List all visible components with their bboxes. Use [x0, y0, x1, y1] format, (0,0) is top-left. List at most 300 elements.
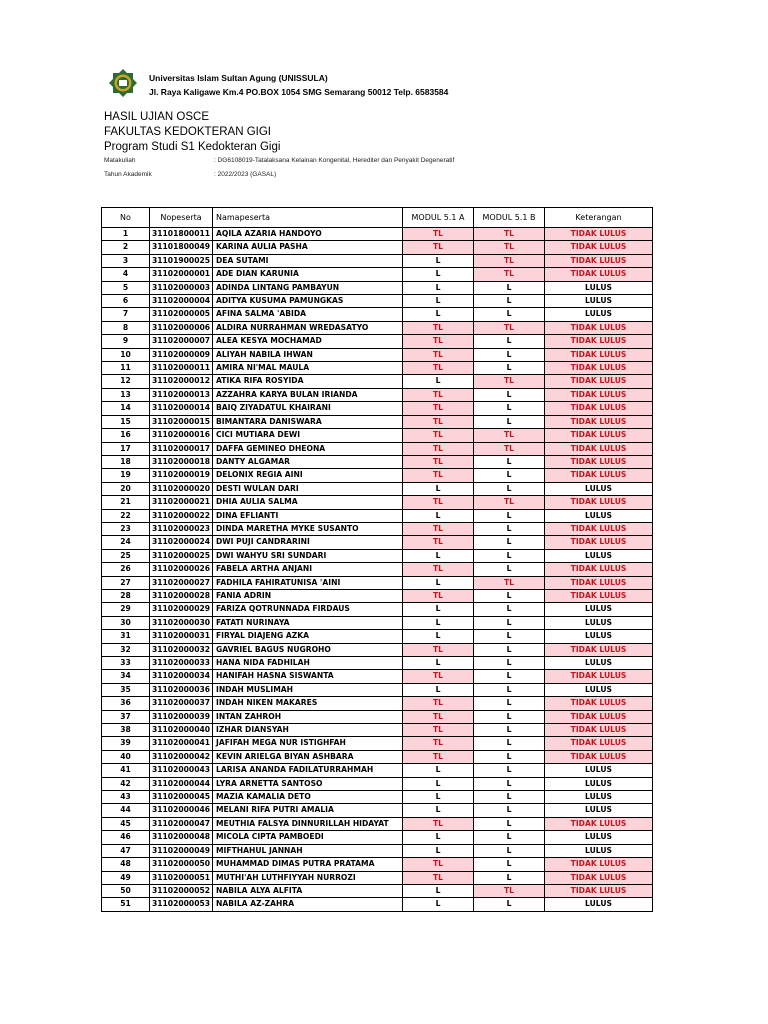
cell-nopeserta: 31101800049: [150, 241, 213, 254]
cell-modul-b: L: [474, 603, 545, 616]
cell-no: 33: [102, 657, 150, 670]
cell-modul-a: L: [403, 295, 474, 308]
table-row: [102, 348, 653, 361]
cell-no: 49: [102, 871, 150, 884]
cell-no: 16: [102, 429, 150, 442]
cell-modul-a: TL: [403, 241, 474, 254]
cell-modul-b: TL: [474, 576, 545, 589]
cell-nopeserta: 31102000024: [150, 536, 213, 549]
cell-modul-b: L: [474, 469, 545, 482]
table-row: [102, 791, 653, 804]
table-row: [102, 724, 653, 737]
cell-modul-a: TL: [403, 697, 474, 710]
cell-nopeserta: 31102000020: [150, 482, 213, 495]
table-row: [102, 281, 653, 294]
cell-namapeserta: AFINA SALMA 'ABIDA: [213, 308, 403, 321]
cell-modul-b: L: [474, 858, 545, 871]
table-row: [102, 549, 653, 562]
cell-no: 21: [102, 496, 150, 509]
cell-no: 22: [102, 509, 150, 522]
cell-namapeserta: INDAH MUSLIMAH: [213, 683, 403, 696]
cell-no: 48: [102, 858, 150, 871]
cell-no: 3: [102, 254, 150, 267]
cell-modul-b: L: [474, 643, 545, 656]
cell-namapeserta: NABILA ALYA ALFITA: [213, 884, 403, 897]
table-row: [102, 509, 653, 522]
cell-no: 32: [102, 643, 150, 656]
cell-nopeserta: 31102000032: [150, 643, 213, 656]
table-row: [102, 415, 653, 428]
cell-modul-b: L: [474, 737, 545, 750]
table-row: [102, 898, 653, 911]
cell-modul-a: L: [403, 630, 474, 643]
cell-modul-a: L: [403, 375, 474, 388]
cell-namapeserta: LYRA ARNETTA SANTOSO: [213, 777, 403, 790]
table-row: [102, 496, 653, 509]
cell-keterangan: TIDAK LULUS: [545, 415, 653, 428]
cell-nopeserta: 31102000012: [150, 375, 213, 388]
cell-namapeserta: MEUTHIA FALSYA DINNURILLAH HIDAYAT: [213, 817, 403, 830]
cell-nopeserta: 31102000027: [150, 576, 213, 589]
cell-namapeserta: MICOLA CIPTA PAMBOEDI: [213, 831, 403, 844]
cell-keterangan: TIDAK LULUS: [545, 724, 653, 737]
cell-modul-b: L: [474, 549, 545, 562]
cell-no: 31: [102, 630, 150, 643]
cell-namapeserta: FANIA ADRIN: [213, 589, 403, 602]
cell-modul-b: L: [474, 295, 545, 308]
cell-modul-a: TL: [403, 750, 474, 763]
cell-modul-a: L: [403, 509, 474, 522]
cell-modul-a: L: [403, 804, 474, 817]
cell-nopeserta: 31102000017: [150, 442, 213, 455]
cell-nopeserta: 31102000023: [150, 522, 213, 535]
matakuliah-value: : DG6108019-Tatalaksana Kelainan Kongenital, Herediter dan Penyakit Degeneratif: [214, 157, 455, 164]
cell-modul-b: L: [474, 455, 545, 468]
table-row: [102, 576, 653, 589]
cell-modul-a: L: [403, 603, 474, 616]
cell-keterangan: TIDAK LULUS: [545, 737, 653, 750]
cell-no: 41: [102, 764, 150, 777]
cell-nopeserta: 31102000043: [150, 764, 213, 777]
title-faculty: FAKULTAS KEDOKTERAN GIGI: [104, 126, 271, 138]
cell-namapeserta: BAIQ ZIYADATUL KHAIRANI: [213, 402, 403, 415]
cell-modul-b: L: [474, 697, 545, 710]
table-row: [102, 563, 653, 576]
cell-namapeserta: DEA SUTAMI: [213, 254, 403, 267]
cell-no: 24: [102, 536, 150, 549]
cell-keterangan: TIDAK LULUS: [545, 402, 653, 415]
cell-keterangan: TIDAK LULUS: [545, 348, 653, 361]
cell-modul-a: TL: [403, 455, 474, 468]
header-keterangan: Keterangan: [545, 208, 653, 228]
cell-nopeserta: 31101900025: [150, 254, 213, 267]
table-row: [102, 589, 653, 602]
table-row: [102, 844, 653, 857]
cell-modul-a: TL: [403, 429, 474, 442]
cell-no: 25: [102, 549, 150, 562]
table-row: [102, 308, 653, 321]
cell-keterangan: LULUS: [545, 898, 653, 911]
cell-modul-a: L: [403, 844, 474, 857]
cell-namapeserta: ALEA KESYA MOCHAMAD: [213, 335, 403, 348]
cell-no: 9: [102, 335, 150, 348]
cell-modul-b: L: [474, 670, 545, 683]
cell-nopeserta: 31102000004: [150, 295, 213, 308]
cell-keterangan: TIDAK LULUS: [545, 858, 653, 871]
table-row: [102, 482, 653, 495]
matakuliah-label: Matakuliah: [104, 157, 136, 164]
cell-modul-a: TL: [403, 348, 474, 361]
cell-modul-b: L: [474, 750, 545, 763]
cell-keterangan: TIDAK LULUS: [545, 496, 653, 509]
cell-nopeserta: 31102000019: [150, 469, 213, 482]
cell-modul-a: TL: [403, 536, 474, 549]
cell-modul-b: L: [474, 536, 545, 549]
cell-no: 20: [102, 482, 150, 495]
cell-modul-a: TL: [403, 321, 474, 334]
table-body: [102, 228, 653, 912]
cell-keterangan: TIDAK LULUS: [545, 335, 653, 348]
cell-namapeserta: MAZIA KAMALIA DETO: [213, 791, 403, 804]
table-row: [102, 817, 653, 830]
table-row: [102, 831, 653, 844]
cell-keterangan: LULUS: [545, 831, 653, 844]
cell-nopeserta: 31102000049: [150, 844, 213, 857]
cell-modul-b: TL: [474, 884, 545, 897]
cell-modul-b: L: [474, 388, 545, 401]
cell-namapeserta: MUHAMMAD DIMAS PUTRA PRATAMA: [213, 858, 403, 871]
cell-modul-a: L: [403, 549, 474, 562]
cell-no: 47: [102, 844, 150, 857]
cell-no: 40: [102, 750, 150, 763]
cell-modul-b: TL: [474, 321, 545, 334]
cell-keterangan: TIDAK LULUS: [545, 589, 653, 602]
cell-no: 13: [102, 388, 150, 401]
cell-nopeserta: 31102000046: [150, 804, 213, 817]
cell-namapeserta: FARIZA QOTRUNNADA FIRDAUS: [213, 603, 403, 616]
cell-keterangan: TIDAK LULUS: [545, 388, 653, 401]
cell-nopeserta: 31102000009: [150, 348, 213, 361]
cell-namapeserta: AMIRA NI'MAL MAULA: [213, 362, 403, 375]
cell-modul-b: L: [474, 657, 545, 670]
cell-namapeserta: MELANI RIFA PUTRI AMALIA: [213, 804, 403, 817]
cell-modul-a: TL: [403, 710, 474, 723]
cell-nopeserta: 31102000045: [150, 791, 213, 804]
table-row: [102, 335, 653, 348]
cell-modul-a: TL: [403, 670, 474, 683]
cell-nopeserta: 31102000003: [150, 281, 213, 294]
table-row: [102, 858, 653, 871]
cell-namapeserta: MIFTHAHUL JANNAH: [213, 844, 403, 857]
table-row: [102, 670, 653, 683]
cell-modul-a: L: [403, 254, 474, 267]
cell-namapeserta: BIMANTARA DANISWARA: [213, 415, 403, 428]
cell-modul-a: L: [403, 884, 474, 897]
cell-modul-a: L: [403, 898, 474, 911]
cell-modul-a: L: [403, 308, 474, 321]
cell-modul-a: TL: [403, 817, 474, 830]
cell-nopeserta: 31102000014: [150, 402, 213, 415]
cell-modul-b: L: [474, 509, 545, 522]
cell-no: 19: [102, 469, 150, 482]
cell-modul-b: L: [474, 308, 545, 321]
cell-no: 28: [102, 589, 150, 602]
table-row: [102, 536, 653, 549]
cell-modul-b: L: [474, 482, 545, 495]
cell-keterangan: LULUS: [545, 509, 653, 522]
cell-keterangan: TIDAK LULUS: [545, 455, 653, 468]
table-row: [102, 429, 653, 442]
title-program: Program Studi S1 Kedokteran Gigi: [104, 141, 281, 153]
cell-modul-b: L: [474, 710, 545, 723]
cell-keterangan: LULUS: [545, 281, 653, 294]
cell-keterangan: TIDAK LULUS: [545, 321, 653, 334]
table-row: [102, 884, 653, 897]
cell-keterangan: LULUS: [545, 683, 653, 696]
cell-keterangan: LULUS: [545, 616, 653, 629]
cell-no: 34: [102, 670, 150, 683]
cell-nopeserta: 31102000033: [150, 657, 213, 670]
cell-nopeserta: 31102000015: [150, 415, 213, 428]
cell-nopeserta: 31102000051: [150, 871, 213, 884]
cell-modul-a: L: [403, 482, 474, 495]
cell-keterangan: TIDAK LULUS: [545, 362, 653, 375]
cell-namapeserta: AQILA AZARIA HANDOYO: [213, 228, 403, 241]
cell-nopeserta: 31102000022: [150, 509, 213, 522]
cell-no: 10: [102, 348, 150, 361]
results-table: [101, 207, 653, 912]
cell-no: 35: [102, 683, 150, 696]
cell-no: 1: [102, 228, 150, 241]
table-row: [102, 228, 653, 241]
cell-namapeserta: HANIFAH HASNA SISWANTA: [213, 670, 403, 683]
cell-keterangan: TIDAK LULUS: [545, 442, 653, 455]
cell-keterangan: LULUS: [545, 630, 653, 643]
cell-modul-a: TL: [403, 858, 474, 871]
cell-modul-b: L: [474, 871, 545, 884]
cell-nopeserta: 31102000013: [150, 388, 213, 401]
university-name: Universitas Islam Sultan Agung (UNISSULA): [149, 73, 328, 83]
cell-keterangan: LULUS: [545, 791, 653, 804]
cell-nopeserta: 31102000040: [150, 724, 213, 737]
cell-modul-a: TL: [403, 415, 474, 428]
cell-keterangan: LULUS: [545, 603, 653, 616]
cell-modul-b: L: [474, 281, 545, 294]
cell-no: 36: [102, 697, 150, 710]
cell-namapeserta: KEVIN ARIELGA BIYAN ASHBARA: [213, 750, 403, 763]
cell-namapeserta: FADHILA FAHIRATUNISA 'AINI: [213, 576, 403, 589]
cell-namapeserta: DAFFA GEMINEO DHEONA: [213, 442, 403, 455]
cell-namapeserta: JAFIFAH MEGA NUR ISTIGHFAH: [213, 737, 403, 750]
cell-no: 5: [102, 281, 150, 294]
cell-nopeserta: 31102000011: [150, 362, 213, 375]
cell-modul-b: L: [474, 817, 545, 830]
cell-modul-b: L: [474, 348, 545, 361]
cell-namapeserta: ALIYAH NABILA IHWAN: [213, 348, 403, 361]
cell-modul-a: TL: [403, 589, 474, 602]
cell-nopeserta: 31102000029: [150, 603, 213, 616]
cell-modul-a: TL: [403, 228, 474, 241]
cell-namapeserta: CICI MUTIARA DEWI: [213, 429, 403, 442]
cell-nopeserta: 31102000016: [150, 429, 213, 442]
cell-namapeserta: DESTI WULAN DARI: [213, 482, 403, 495]
cell-nopeserta: 31102000036: [150, 683, 213, 696]
cell-no: 17: [102, 442, 150, 455]
table-row: [102, 321, 653, 334]
header-namapeserta: Namapeserta: [213, 208, 403, 228]
cell-modul-b: L: [474, 764, 545, 777]
cell-nopeserta: 31102000007: [150, 335, 213, 348]
cell-nopeserta: 31102000025: [150, 549, 213, 562]
cell-no: 30: [102, 616, 150, 629]
cell-namapeserta: DINA EFLIANTI: [213, 509, 403, 522]
cell-no: 45: [102, 817, 150, 830]
cell-keterangan: TIDAK LULUS: [545, 469, 653, 482]
cell-modul-b: L: [474, 724, 545, 737]
cell-namapeserta: KARINA AULIA PASHA: [213, 241, 403, 254]
cell-modul-b: L: [474, 415, 545, 428]
cell-namapeserta: ALDIRA NURRAHMAN WREDASATYO: [213, 321, 403, 334]
table-row: [102, 804, 653, 817]
cell-modul-b: L: [474, 362, 545, 375]
cell-keterangan: LULUS: [545, 764, 653, 777]
cell-nopeserta: 31102000044: [150, 777, 213, 790]
cell-keterangan: TIDAK LULUS: [545, 241, 653, 254]
cell-keterangan: TIDAK LULUS: [545, 710, 653, 723]
cell-no: 27: [102, 576, 150, 589]
cell-keterangan: TIDAK LULUS: [545, 375, 653, 388]
cell-modul-a: TL: [403, 442, 474, 455]
cell-keterangan: LULUS: [545, 657, 653, 670]
cell-keterangan: TIDAK LULUS: [545, 228, 653, 241]
cell-nopeserta: 31102000041: [150, 737, 213, 750]
cell-namapeserta: DWI PUJI CANDRARINI: [213, 536, 403, 549]
cell-modul-b: TL: [474, 375, 545, 388]
cell-nopeserta: 31102000053: [150, 898, 213, 911]
cell-no: 23: [102, 522, 150, 535]
cell-modul-b: L: [474, 522, 545, 535]
cell-no: 29: [102, 603, 150, 616]
cell-no: 39: [102, 737, 150, 750]
cell-keterangan: TIDAK LULUS: [545, 750, 653, 763]
cell-nopeserta: 31102000026: [150, 563, 213, 576]
cell-modul-a: L: [403, 268, 474, 281]
table-row: [102, 616, 653, 629]
cell-no: 38: [102, 724, 150, 737]
cell-no: 37: [102, 710, 150, 723]
cell-namapeserta: FIRYAL DIAJENG AZKA: [213, 630, 403, 643]
table-row: [102, 697, 653, 710]
cell-nopeserta: 31102000028: [150, 589, 213, 602]
cell-namapeserta: HANA NIDA FADHILAH: [213, 657, 403, 670]
cell-modul-a: TL: [403, 563, 474, 576]
table-row: [102, 388, 653, 401]
cell-nopeserta: 31102000039: [150, 710, 213, 723]
cell-namapeserta: ADINDA LINTANG PAMBAYUN: [213, 281, 403, 294]
cell-nopeserta: 31102000037: [150, 697, 213, 710]
cell-keterangan: TIDAK LULUS: [545, 268, 653, 281]
cell-modul-a: TL: [403, 335, 474, 348]
cell-modul-b: TL: [474, 241, 545, 254]
cell-keterangan: TIDAK LULUS: [545, 871, 653, 884]
cell-keterangan: LULUS: [545, 308, 653, 321]
table-row: [102, 777, 653, 790]
cell-keterangan: LULUS: [545, 804, 653, 817]
table-row: [102, 402, 653, 415]
cell-modul-b: TL: [474, 254, 545, 267]
cell-nopeserta: 31102000006: [150, 321, 213, 334]
cell-modul-a: L: [403, 657, 474, 670]
table-row: [102, 375, 653, 388]
cell-modul-a: TL: [403, 402, 474, 415]
cell-nopeserta: 31102000034: [150, 670, 213, 683]
cell-no: 12: [102, 375, 150, 388]
table-row: [102, 442, 653, 455]
cell-modul-a: L: [403, 777, 474, 790]
cell-nopeserta: 31102000001: [150, 268, 213, 281]
cell-no: 44: [102, 804, 150, 817]
cell-modul-a: L: [403, 683, 474, 696]
cell-nopeserta: 31102000031: [150, 630, 213, 643]
cell-namapeserta: ADITYA KUSUMA PAMUNGKAS: [213, 295, 403, 308]
cell-modul-a: L: [403, 764, 474, 777]
university-address: Jl. Raya Kaligawe Km.4 PO.BOX 1054 SMG Semarang 50012 Telp. 6583584: [149, 87, 449, 97]
cell-modul-b: L: [474, 844, 545, 857]
table-row: [102, 764, 653, 777]
cell-namapeserta: FATATI NURINAYA: [213, 616, 403, 629]
table-row: [102, 643, 653, 656]
cell-modul-a: TL: [403, 469, 474, 482]
table-header-row: [102, 208, 653, 228]
cell-modul-a: TL: [403, 362, 474, 375]
table-row: [102, 603, 653, 616]
cell-keterangan: TIDAK LULUS: [545, 254, 653, 267]
cell-nopeserta: 31101800011: [150, 228, 213, 241]
cell-namapeserta: MUTHI'AH LUTHFIYYAH NURROZI: [213, 871, 403, 884]
cell-keterangan: LULUS: [545, 482, 653, 495]
cell-modul-b: L: [474, 777, 545, 790]
cell-no: 26: [102, 563, 150, 576]
cell-keterangan: LULUS: [545, 777, 653, 790]
cell-modul-b: L: [474, 804, 545, 817]
cell-keterangan: LULUS: [545, 549, 653, 562]
cell-nopeserta: 31102000052: [150, 884, 213, 897]
cell-namapeserta: AZZAHRA KARYA BULAN IRIANDA: [213, 388, 403, 401]
cell-modul-b: L: [474, 898, 545, 911]
table-row: [102, 737, 653, 750]
cell-namapeserta: DELONIX REGIA AINI: [213, 469, 403, 482]
tahun-label: Tahun Akademik: [104, 171, 152, 178]
cell-keterangan: TIDAK LULUS: [545, 429, 653, 442]
cell-keterangan: TIDAK LULUS: [545, 884, 653, 897]
university-header: [149, 71, 448, 99]
table-row: [102, 710, 653, 723]
table-row: [102, 268, 653, 281]
cell-modul-a: L: [403, 281, 474, 294]
cell-no: 8: [102, 321, 150, 334]
table-row: [102, 657, 653, 670]
cell-keterangan: TIDAK LULUS: [545, 817, 653, 830]
cell-modul-b: L: [474, 831, 545, 844]
cell-modul-b: TL: [474, 442, 545, 455]
table-row: [102, 871, 653, 884]
tahun-value: : 2022/2023 (GASAL): [214, 171, 277, 178]
cell-keterangan: TIDAK LULUS: [545, 643, 653, 656]
cell-modul-a: L: [403, 791, 474, 804]
cell-namapeserta: ATIKA RIFA ROSYIDA: [213, 375, 403, 388]
cell-namapeserta: DHIA AULIA SALMA: [213, 496, 403, 509]
cell-modul-a: TL: [403, 724, 474, 737]
